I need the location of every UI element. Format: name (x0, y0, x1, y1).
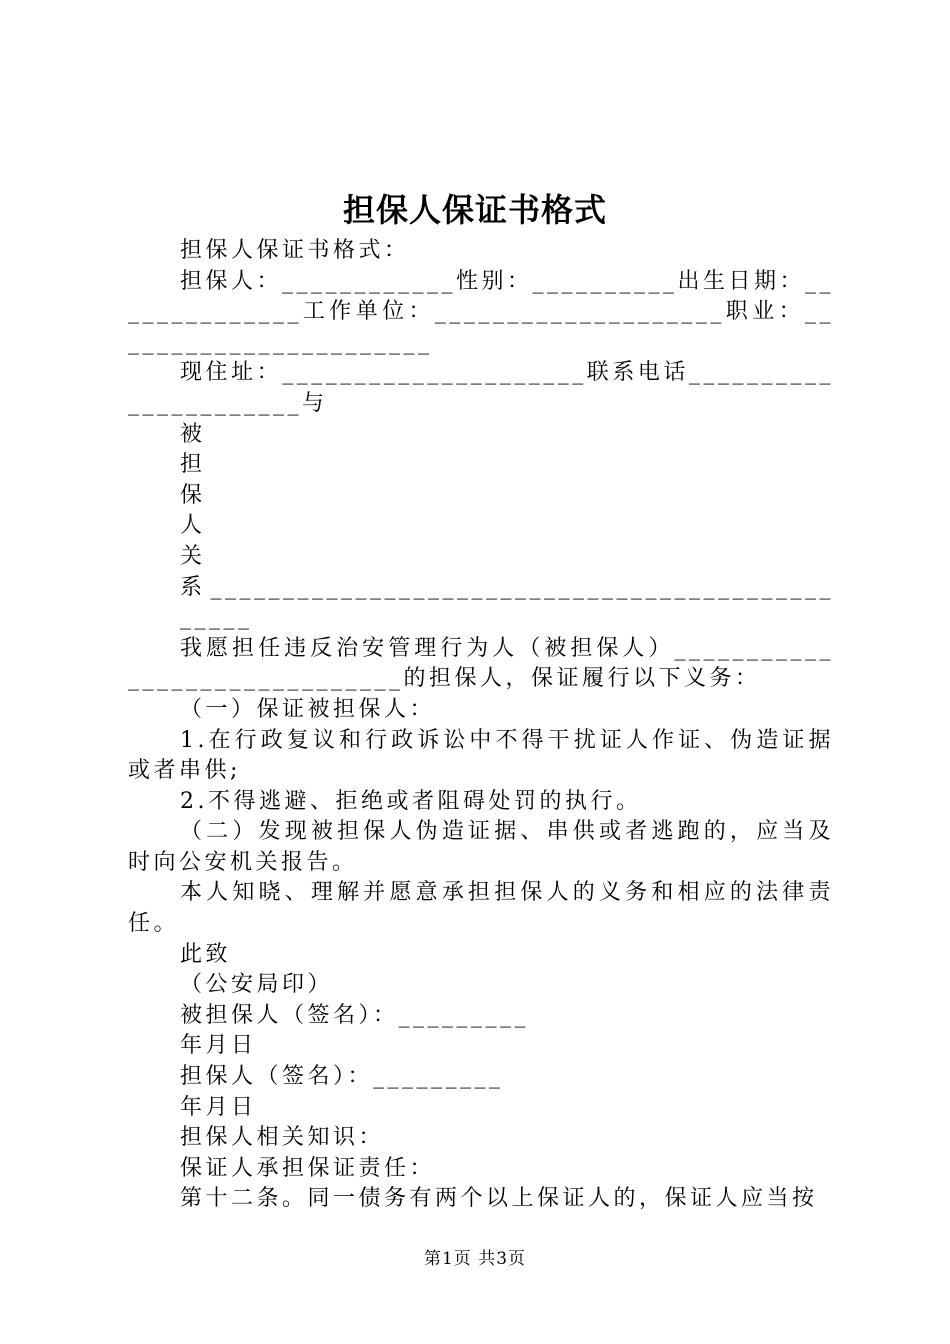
paragraph-guaranteed-signature: 被担保人（签名）：_________ (180, 1002, 530, 1028)
paragraph-willing: 我愿担任违反治安管理行为人（被担保人）______________________________的担保人，保证履行以下义务： (128, 635, 834, 692)
paragraph-article-12: 第十二条。同一债务有两个以上保证人的，保证人应当按 (180, 1186, 818, 1212)
vertical-char-5: 关 (180, 543, 206, 569)
paragraph-guarantor-signature: 担保人（签名）：_________ (180, 1064, 504, 1090)
paragraph-date-2: 年月日 (180, 1094, 257, 1120)
paragraph-date-1: 年月日 (180, 1033, 257, 1059)
paragraph-acknowledge: 本人知晓、理解并愿意承担担保人的义务和相应的法律责任。 (128, 880, 834, 937)
document-body (128, 236, 834, 1215)
vertical-char-6-relation: 系________________________________________________ (180, 574, 834, 631)
document-title: 担保人保证书格式 (342, 191, 607, 229)
vertical-char-3: 保 (180, 482, 206, 508)
paragraph-address-phone: 现住址：_____________________联系电话______________________与 (128, 360, 834, 416)
paragraph-guarantor-info: 担保人：____________性别：__________出生日期：______________工作单位：____________________职业：_______________________ (128, 268, 835, 355)
vertical-char-1: 被 (180, 421, 206, 447)
page-footer: 第1页 共3页 (423, 1249, 527, 1269)
vertical-char-4: 人 (180, 513, 206, 539)
paragraph-responsibility-heading: 保证人承担保证责任： (180, 1155, 436, 1181)
paragraph-salutation: 此致 (180, 941, 232, 967)
vertical-char-2: 担 (180, 452, 206, 478)
paragraph-section-1: （一）保证被担保人： (180, 696, 436, 722)
paragraph-seal: （公安局印） (180, 972, 334, 998)
paragraph-knowledge-heading: 担保人相关知识： (180, 1125, 385, 1151)
paragraph-section-2: （二）发现被担保人伪造证据、串供或者逃跑的，应当及时向公安机关报告。 (128, 819, 834, 875)
paragraph-item-2: 2.不得逃避、拒绝或者阻碍处罚的执行。 (180, 788, 642, 814)
paragraph-intro: 担保人保证书格式： (180, 238, 410, 263)
paragraph-item-1: 1.在行政复议和行政诉讼中不得干扰证人作证、伪造证据或者串供; (128, 727, 834, 784)
